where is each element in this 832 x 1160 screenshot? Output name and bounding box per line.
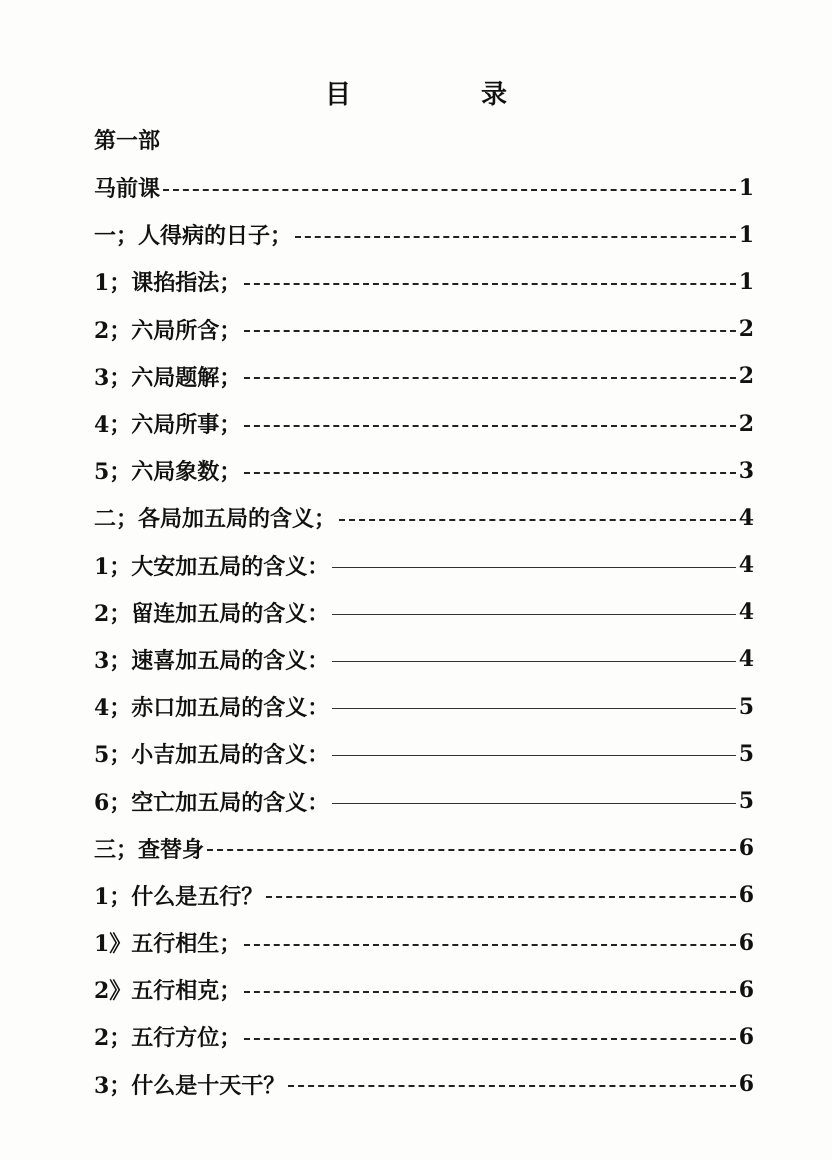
toc-entry <box>94 1013 754 1060</box>
toc-entry-page-number: 5 <box>738 740 754 767</box>
toc-entry-page-number: 4 <box>738 552 754 579</box>
toc-entry <box>94 683 754 730</box>
toc-entry-page-number: 4 <box>738 504 754 531</box>
toc-leader-line <box>244 472 735 474</box>
toc-leader-line <box>244 330 735 332</box>
toc-leader-line <box>295 236 736 238</box>
toc-entry-page-number: 2 <box>738 410 754 437</box>
toc-entry <box>94 447 754 494</box>
toc-entry-label: 6；空亡加五局的含义： <box>94 789 330 816</box>
toc-entry <box>94 494 754 541</box>
toc-entry <box>94 211 754 258</box>
toc-entry-label: 4；赤口加五局的含义： <box>94 695 330 722</box>
toc-entry-page-number: 5 <box>738 788 754 815</box>
toc-entry <box>94 872 754 919</box>
toc-entry-label: 1；什么是五行？ <box>94 883 264 910</box>
toc-leader-line <box>266 896 735 898</box>
toc-leader-line <box>332 614 735 615</box>
toc-entry <box>94 636 754 683</box>
toc-leader-line <box>244 1038 735 1040</box>
toc-entry <box>94 825 754 872</box>
toc-entry-label: 二；各局加五局的含义； <box>94 506 337 533</box>
toc-leader-line <box>288 1085 735 1087</box>
toc-entry-page-number: 6 <box>738 1071 754 1098</box>
toc-entry-label: 1；大安加五局的含义： <box>94 553 330 580</box>
toc-entry-page-number: 1 <box>738 221 754 248</box>
toc-entry <box>94 164 754 211</box>
toc-entry-page-number: 6 <box>738 976 754 1003</box>
table-of-contents <box>94 164 754 1108</box>
toc-entry <box>94 1061 754 1108</box>
toc-entry-label: 2；六局所含； <box>94 317 242 344</box>
toc-leader-line <box>244 425 735 427</box>
toc-leader-line <box>332 661 735 662</box>
toc-leader-line <box>244 944 735 946</box>
toc-entry <box>94 542 754 589</box>
toc-leader-line <box>244 991 735 993</box>
toc-entry-label: 2；留连加五局的含义： <box>94 600 330 627</box>
toc-leader-line <box>163 189 736 191</box>
toc-entry-page-number: 1 <box>738 174 754 201</box>
toc-entry <box>94 306 754 353</box>
toc-leader-line <box>244 377 735 379</box>
toc-entry-label: 1》五行相生； <box>94 931 242 958</box>
toc-entry-page-number: 4 <box>738 599 754 626</box>
toc-entry-page-number: 2 <box>738 363 754 390</box>
toc-entry <box>94 919 754 966</box>
toc-entry <box>94 589 754 636</box>
toc-leader-line <box>339 519 736 521</box>
toc-entry-page-number: 6 <box>738 882 754 909</box>
toc-entry <box>94 353 754 400</box>
toc-entry-label: 2；五行方位； <box>94 1025 242 1052</box>
toc-entry-label: 三；查替身 <box>94 836 205 863</box>
toc-entry-label: 马前课 <box>94 176 161 203</box>
toc-entry-label: 1；课掐指法； <box>94 270 242 297</box>
toc-entry-label: 3；什么是十天干？ <box>94 1072 286 1099</box>
part-heading: 第一部 <box>94 128 161 154</box>
toc-leader-line <box>332 755 735 756</box>
toc-entry-page-number: 6 <box>738 929 754 956</box>
toc-entry-page-number: 6 <box>738 835 754 862</box>
toc-entry-page-number: 5 <box>738 693 754 720</box>
toc-leader-line <box>332 803 735 804</box>
toc-entry-page-number: 1 <box>738 268 754 295</box>
toc-leader-line <box>332 567 735 568</box>
toc-entry-page-number: 6 <box>738 1023 754 1050</box>
toc-entry <box>94 400 754 447</box>
toc-entry-label: 4；六局所事； <box>94 412 242 439</box>
toc-entry-label: 一；人得病的日子； <box>94 223 293 250</box>
toc-entry <box>94 730 754 777</box>
toc-leader-line <box>332 708 735 709</box>
toc-entry-label: 3；速喜加五局的含义： <box>94 647 330 674</box>
toc-entry-label: 5；六局象数； <box>94 459 242 486</box>
toc-entry-label: 5；小吉加五局的含义： <box>94 742 330 769</box>
toc-entry <box>94 777 754 824</box>
toc-leader-line <box>207 849 736 851</box>
toc-entry <box>94 966 754 1013</box>
toc-entry-label: 3；六局题解； <box>94 364 242 391</box>
page-title: 目 录 <box>324 80 559 110</box>
toc-leader-line <box>244 283 735 285</box>
toc-entry-label: 2》五行相克； <box>94 978 242 1005</box>
toc-entry-page-number: 4 <box>738 646 754 673</box>
toc-entry-page-number: 3 <box>738 457 754 484</box>
toc-entry <box>94 258 754 305</box>
toc-entry-page-number: 2 <box>738 316 754 343</box>
